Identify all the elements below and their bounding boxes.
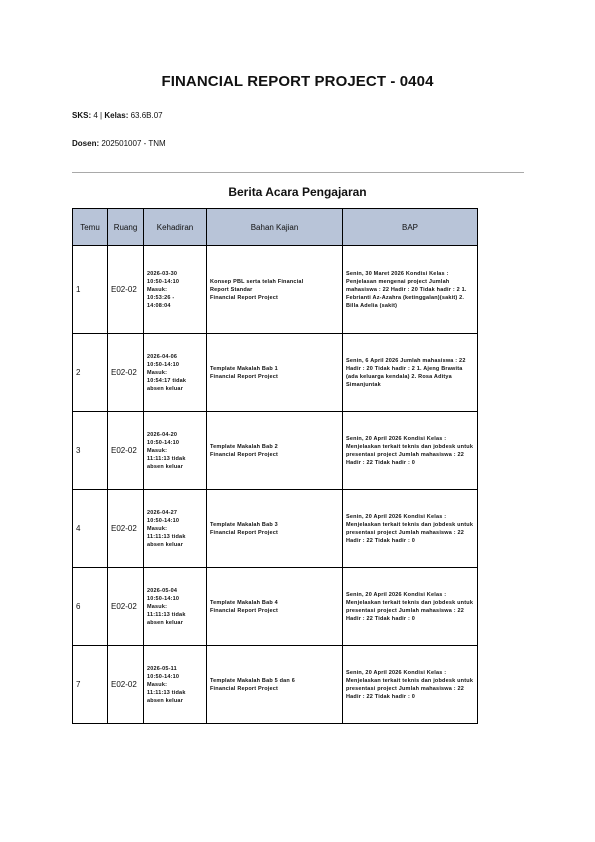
cell-temu: 1 bbox=[73, 246, 108, 334]
kehadiran-line: 2026-03-30 bbox=[147, 270, 178, 277]
sks-value: 4 | bbox=[93, 111, 105, 120]
kehadiran-line: 2026-04-06 bbox=[147, 353, 178, 360]
kehadiran-line: 10:53:26 - bbox=[147, 294, 175, 301]
page-title: FINANCIAL REPORT PROJECT - 0404 bbox=[161, 73, 434, 90]
header-kehadiran: Kehadiran bbox=[144, 209, 207, 246]
cell-ruang: E02-02 bbox=[108, 646, 144, 724]
cell-bap: Senin, 20 April 2026 Kondisi Kelas : Menjelaskan terkait teknis dan jobdesk untuk presentasi project Jumlah mahasiswa : 22 Hadir : 22 Tidak hadir : 0 bbox=[343, 568, 478, 646]
table-header-row bbox=[73, 209, 478, 246]
cell-temu: 2 bbox=[73, 334, 108, 412]
divider bbox=[72, 172, 524, 173]
cell-kehadiran bbox=[144, 568, 207, 646]
header-bahan-kajian: Bahan Kajian bbox=[207, 209, 343, 246]
cell-bahan-kajian bbox=[207, 490, 343, 568]
cell-bap: Senin, 20 April 2026 Kondisi Kelas : Menjelaskan terkait teknis dan jobdesk untuk presentasi project Jumlah mahasiswa : 22 Hadir : 22 Tidak hadir : 0 bbox=[343, 412, 478, 490]
table-row bbox=[73, 334, 478, 412]
cell-ruang: E02-02 bbox=[108, 568, 144, 646]
table-row bbox=[73, 246, 478, 334]
kehadiran-line: absen keluar bbox=[147, 619, 184, 626]
course-meta bbox=[72, 111, 163, 120]
cell-ruang: E02-02 bbox=[108, 412, 144, 490]
cell-temu: 7 bbox=[73, 646, 108, 724]
kehadiran-line: 10:50-14:10 bbox=[147, 278, 180, 285]
bahan-line: Financial Report Project bbox=[210, 685, 279, 692]
kehadiran-line: absen keluar bbox=[147, 385, 184, 392]
kehadiran-line: 11:11:13 tidak bbox=[147, 533, 186, 540]
cell-bap: Senin, 20 April 2026 Kondisi Kelas : Menjelaskan terkait teknis dan jobdesk untuk presentasi project Jumlah mahasiswa : 22 Hadir : 22 Tidak hadir : 0 bbox=[343, 490, 478, 568]
kehadiran-line: 10:50-14:10 bbox=[147, 517, 180, 524]
kelas-value: 63.6B.07 bbox=[130, 111, 163, 120]
bahan-line: Template Makalah Bab 1 bbox=[210, 365, 278, 372]
teaching-report-table bbox=[72, 208, 478, 724]
cell-kehadiran bbox=[144, 490, 207, 568]
cell-temu: 6 bbox=[73, 568, 108, 646]
bahan-line: Template Makalah Bab 2 bbox=[210, 443, 278, 450]
kehadiran-line: 11:11:13 tidak bbox=[147, 455, 186, 462]
bahan-line: Template Makalah Bab 4 bbox=[210, 599, 278, 606]
kehadiran-line: 2026-05-04 bbox=[147, 587, 178, 594]
kehadiran-line: Masuk: bbox=[147, 603, 168, 610]
section-title: Berita Acara Pengajaran bbox=[228, 185, 367, 199]
kehadiran-line: absen keluar bbox=[147, 463, 184, 470]
cell-bap: Senin, 6 April 2026 Jumlah mahasiswa : 22 Hadir : 20 Tidak hadir : 2 1. Ajeng Brawita (ada keluarga kendala) 2. Rosa Aditya Simanjuntak bbox=[343, 334, 478, 412]
bahan-line: Financial Report Project bbox=[210, 451, 279, 458]
cell-bahan-kajian bbox=[207, 412, 343, 490]
cell-bahan-kajian bbox=[207, 334, 343, 412]
kehadiran-line: 2026-05-11 bbox=[147, 665, 177, 672]
table-row bbox=[73, 412, 478, 490]
cell-ruang: E02-02 bbox=[108, 490, 144, 568]
table-row bbox=[73, 490, 478, 568]
kehadiran-line: 11:11:13 tidak bbox=[147, 611, 186, 618]
cell-bap: Senin, 20 April 2026 Kondisi Kelas : Menjelaskan terkait teknis dan jobdesk untuk presentasi project Jumlah mahasiswa : 22 Hadir : 22 Tidak hadir : 0 bbox=[343, 646, 478, 724]
lecturer-meta bbox=[72, 139, 166, 148]
cell-bap: Senin, 30 Maret 2026 Kondisi Kelas : Penjelasan mengenai project Jumlah mahasiswa : 22 Hadir : 20 Tidak hadir : 2 1. Febrianti Az-Azahra (ketinggalan)(sakit) 2. Billa Adelia (sakit) bbox=[343, 246, 478, 334]
cell-kehadiran bbox=[144, 412, 207, 490]
kehadiran-line: 14:08:04 bbox=[147, 302, 171, 309]
bahan-line: Financial Report Project bbox=[210, 607, 279, 614]
cell-kehadiran bbox=[144, 246, 207, 334]
cell-temu: 4 bbox=[73, 490, 108, 568]
dosen-label: Dosen: bbox=[72, 139, 100, 148]
bahan-line: Financial Report Project bbox=[210, 529, 279, 536]
kehadiran-line: absen keluar bbox=[147, 541, 184, 548]
dosen-value: 202501007 - TNM bbox=[101, 139, 166, 148]
kehadiran-line: 10:50-14:10 bbox=[147, 361, 180, 368]
kehadiran-line: 2026-04-27 bbox=[147, 509, 178, 516]
cell-ruang: E02-02 bbox=[108, 246, 144, 334]
kelas-label: Kelas: bbox=[104, 111, 129, 120]
cell-ruang: E02-02 bbox=[108, 334, 144, 412]
table-row bbox=[73, 646, 478, 724]
cell-bahan-kajian bbox=[207, 246, 343, 334]
cell-temu: 3 bbox=[73, 412, 108, 490]
header-bap: BAP bbox=[343, 209, 478, 246]
kehadiran-line: Masuk: bbox=[147, 447, 168, 454]
bahan-line: Konsep PBL serta telah Financial bbox=[210, 278, 304, 285]
bahan-line: Template Makalah Bab 3 bbox=[210, 521, 278, 528]
table-row bbox=[73, 568, 478, 646]
kehadiran-line: Masuk: bbox=[147, 369, 168, 376]
sks-label: SKS: bbox=[72, 111, 92, 120]
bahan-line: Financial Report Project bbox=[210, 294, 279, 301]
kehadiran-line: 10:50-14:10 bbox=[147, 439, 180, 446]
kehadiran-line: 2026-04-20 bbox=[147, 431, 178, 438]
cell-kehadiran bbox=[144, 646, 207, 724]
kehadiran-line: 10:54:17 tidak bbox=[147, 377, 187, 384]
kehadiran-line: Masuk: bbox=[147, 525, 168, 532]
kehadiran-line: 10:50-14:10 bbox=[147, 673, 180, 680]
cell-bahan-kajian bbox=[207, 568, 343, 646]
kehadiran-line: 11:11:13 tidak bbox=[147, 689, 186, 696]
header-temu: Temu bbox=[73, 209, 108, 246]
cell-bahan-kajian bbox=[207, 646, 343, 724]
cell-kehadiran bbox=[144, 334, 207, 412]
kehadiran-line: Masuk: bbox=[147, 681, 168, 688]
header-ruang: Ruang bbox=[108, 209, 144, 246]
kehadiran-line: 10:50-14:10 bbox=[147, 595, 180, 602]
bahan-line: Template Makalah Bab 5 dan 6 bbox=[210, 677, 295, 684]
bahan-line: Report Standar bbox=[210, 286, 253, 293]
kehadiran-line: absen keluar bbox=[147, 697, 184, 704]
kehadiran-line: Masuk: bbox=[147, 286, 168, 293]
bahan-line: Financial Report Project bbox=[210, 373, 279, 380]
